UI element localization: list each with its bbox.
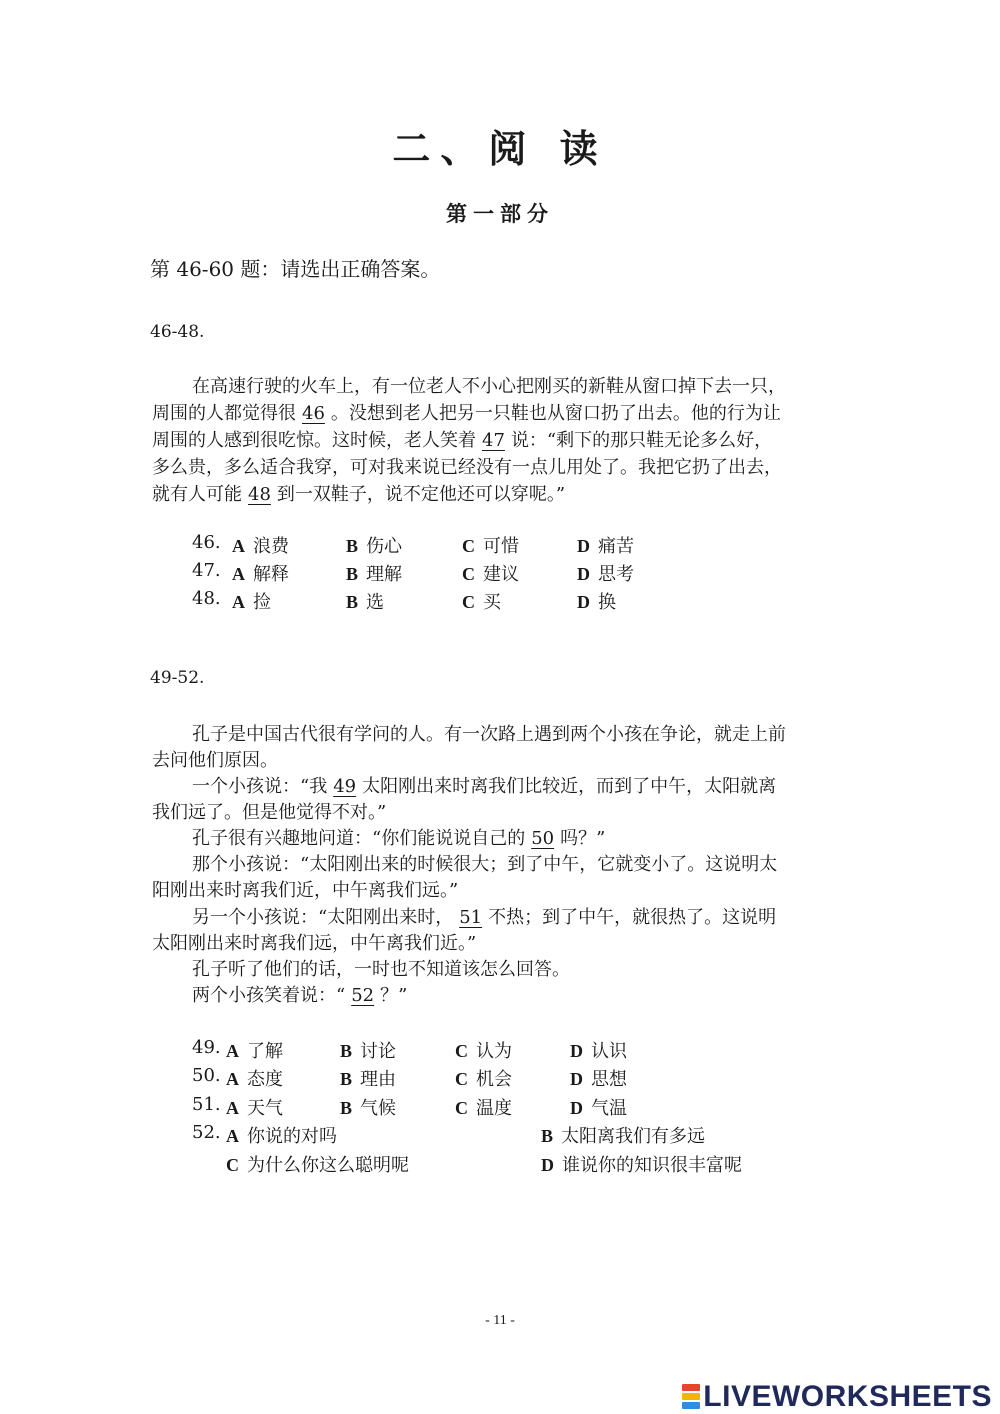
option-a[interactable]: A 你说的对吗 [226, 1126, 337, 1147]
passage-line: 太阳刚出来时离我们远，中午离我们近。” [152, 933, 477, 954]
passage-line: 孔子是中国古代很有学问的人。有一次路上遇到两个小孩在争论，就走上前 [192, 724, 786, 745]
logo-text: LIVEWORKSHEETS [703, 1380, 992, 1413]
blank-49[interactable]: 49 [333, 776, 357, 797]
passage-line: 孔子很有兴趣地问道：“你们能说说自己的 50 吗？” [192, 828, 606, 849]
liveworksheets-logo[interactable] [682, 1380, 992, 1414]
blank-52[interactable]: 52 [351, 985, 375, 1006]
passage-line: 孔子听了他们的话，一时也不知道该怎么回答。 [192, 959, 570, 980]
option-b[interactable]: B 选 [346, 592, 385, 613]
option-b[interactable]: B 气候 [340, 1098, 397, 1119]
blank-46[interactable]: 46 [302, 403, 325, 424]
passage-line: 周围的人都觉得很 46 。没想到老人把另一只鞋也从窗口扔了出去。他的行为让 [152, 403, 781, 424]
option-c[interactable]: C 可惜 [462, 536, 519, 557]
passage-line: 另一个小孩说：“太阳刚出来时， 51 不热；到了中午，就很热了。这说明 [192, 907, 777, 928]
option-a[interactable]: A 解释 [232, 564, 289, 585]
option-a[interactable]: A 浪费 [232, 536, 289, 557]
section-title: 二、阅 读 [392, 126, 608, 171]
passage-line: 我们远了。但是他觉得不对。” [152, 802, 387, 823]
page-number: - 11 - [485, 1313, 515, 1328]
option-b[interactable]: B 理解 [346, 564, 403, 585]
passage-line: 两个小孩笑着说：“ 52 ？” [192, 985, 408, 1006]
logo-mark-icon [682, 1384, 700, 1410]
blank-50[interactable]: 50 [531, 828, 555, 849]
passage-line: 那个小孩说：“太阳刚出来的时候很大；到了中午，它就变小了。这说明太 [192, 854, 778, 875]
option-a[interactable]: A 捡 [232, 592, 271, 613]
part-subtitle: 第一部分 [446, 201, 554, 226]
instruction: 第 46-60 题：请选出正确答案。 [150, 257, 441, 281]
blank-51[interactable]: 51 [459, 907, 483, 928]
option-b[interactable]: B 太阳离我们有多远 [541, 1126, 706, 1147]
option-b[interactable]: B 理由 [340, 1069, 397, 1090]
passage-line: 在高速行驶的火车上，有一位老人不小心把刚买的新鞋从窗口掉下去一只， [192, 376, 786, 397]
section-label-46-48: 46-48. [150, 322, 205, 342]
option-d[interactable]: D 换 [577, 592, 616, 613]
option-b[interactable]: B 讨论 [340, 1041, 397, 1062]
passage-line: 多么贵，多么适合我穿，可对我来说已经没有一点儿用处了。我把它扔了出去， [152, 457, 782, 478]
option-a[interactable]: A 态度 [226, 1069, 283, 1090]
option-a[interactable]: A 天气 [226, 1098, 283, 1119]
option-d[interactable]: D 谁说你的知识很丰富呢 [541, 1155, 742, 1176]
option-d[interactable]: D 思考 [577, 564, 634, 585]
blank-48[interactable]: 48 [248, 484, 271, 505]
option-d[interactable]: D 认识 [570, 1041, 627, 1062]
option-c[interactable]: C 温度 [455, 1098, 512, 1119]
passage-line: 一个小孩说：“我 49 太阳刚出来时离我们比较近，而到了中午，太阳就离 [192, 776, 777, 797]
option-a[interactable]: A 了解 [226, 1041, 283, 1062]
option-c[interactable]: C 买 [462, 592, 501, 613]
option-d[interactable]: D 思想 [570, 1069, 627, 1090]
option-c[interactable]: C 认为 [455, 1041, 512, 1062]
option-d[interactable]: D 气温 [570, 1098, 627, 1119]
passage-line: 就有人可能 48 到一双鞋子，说不定他还可以穿呢。” [152, 484, 566, 505]
section-label-49-52: 49-52. [150, 668, 205, 688]
option-d[interactable]: D 痛苦 [577, 536, 634, 557]
passage-line: 周围的人感到很吃惊。这时候，老人笑着 47 说：“剩下的那只鞋无论多么好， [152, 430, 773, 451]
option-c[interactable]: C 建议 [462, 564, 519, 585]
option-c[interactable]: C 机会 [455, 1069, 512, 1090]
option-c[interactable]: C 为什么你这么聪明呢 [226, 1155, 409, 1176]
passage-line: 阳刚出来时离我们近，中午离我们远。” [152, 880, 459, 901]
passage-line: 去问他们原因。 [152, 750, 278, 771]
blank-47[interactable]: 47 [482, 430, 505, 451]
option-b[interactable]: B 伤心 [346, 536, 403, 557]
